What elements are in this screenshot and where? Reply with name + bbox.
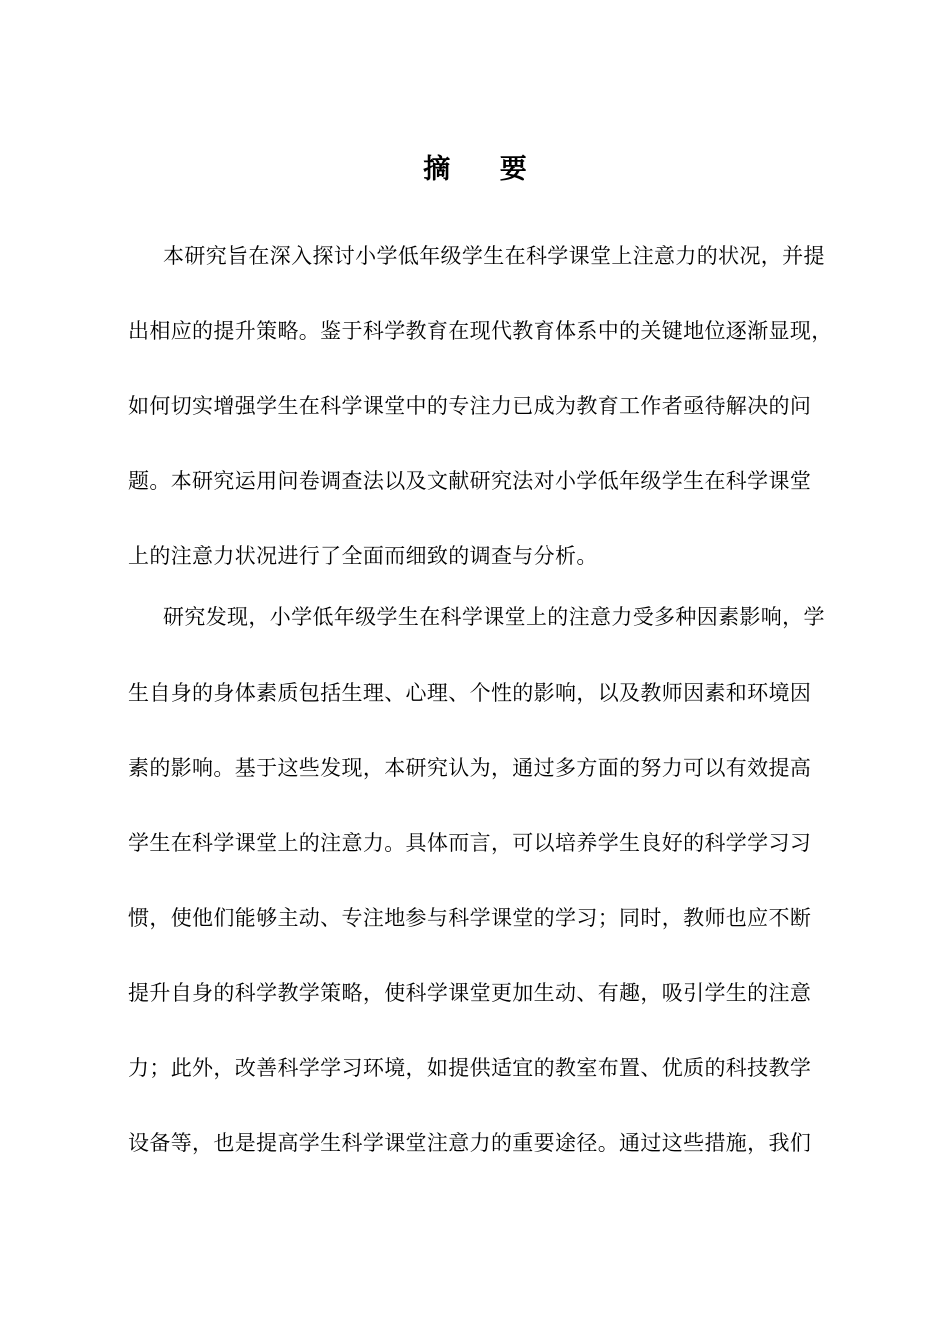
abstract-title: 摘 要 [423,154,547,185]
paragraph-line: 学生在科学课堂上的注意力。具体而言，可以培养学生良好的科学学习习 [128,831,812,855]
paragraph-line: 如何切实增强学生在科学课堂中的专注力已成为教育工作者亟待解决的问 [128,394,812,418]
paragraph-line: 素的影响。基于这些发现，本研究认为，通过多方面的努力可以有效提高 [128,756,812,780]
paragraph-line: 题。本研究运用问卷调查法以及文献研究法对小学低年级学生在科学课堂 [128,469,812,493]
paragraph-line: 出相应的提升策略。鉴于科学教育在现代教育体系中的关键地位逐渐显现， [128,319,833,343]
paragraph-line: 力；此外，改善科学学习环境，如提供适宜的教室布置、优质的科技教学 [128,1056,812,1080]
paragraph-line: 上的注意力状况进行了全面而细致的调查与分析。 [128,544,598,568]
paragraph-line: 研究发现，小学低年级学生在科学课堂上的注意力受多种因素影响，学 [163,605,825,629]
paragraph-line: 惯，使他们能够主动、专注地参与科学课堂的学习；同时，教师也应不断 [128,906,812,930]
paragraph-line: 提升自身的科学教学策略，使科学课堂更加生动、有趣，吸引学生的注意 [128,981,812,1005]
paragraph-line: 本研究旨在深入探讨小学低年级学生在科学课堂上注意力的状况，并提 [163,244,825,268]
paragraph-line: 设备等，也是提高学生科学课堂注意力的重要途径。通过这些措施，我们 [128,1131,812,1155]
paragraph-line: 生自身的身体素质包括生理、心理、个性的影响，以及教师因素和环境因 [128,681,812,705]
